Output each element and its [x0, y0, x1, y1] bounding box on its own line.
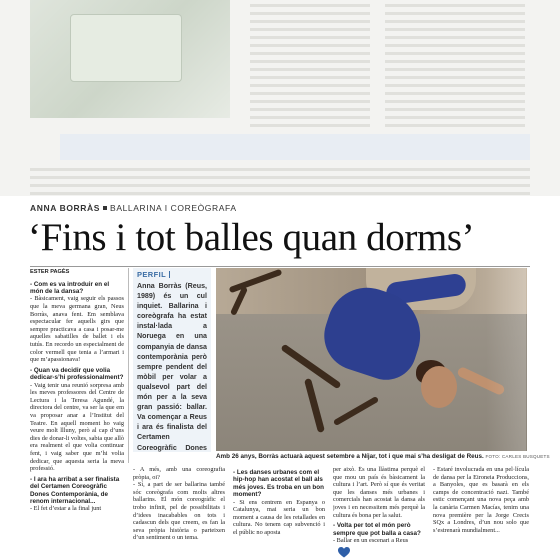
column-body: [133, 466, 225, 542]
text-column-4: [433, 466, 529, 560]
byline: [30, 203, 237, 213]
answer-paragraph: - Ballar en un escenari a Reus: [333, 536, 409, 544]
previous-article-faded: [0, 0, 560, 196]
answer-paragraph: - Si ens centrem en Espanya o Catalunya, mai seria un bon moment a causa de les retallades en cultura. No tenem cap subvenció i el públic no aposta: [233, 498, 325, 536]
interview-author: ESTER PAGÈS: [30, 269, 70, 275]
question-paragraph: - I ara ha arribat a ser finalista del Certamen Coreogràfic Dones Contemporània, de renom internacional...: [30, 475, 120, 505]
answer-paragraph: - El fet d’estar a la final junt: [30, 505, 102, 513]
profile-text: Anna Borràs (Reus, 1989) és un cul inquiet. Ballarina i coreògrafa ha estat instal·lada a Noruega en una companyia de dansa contemporània però sempre pendent del mòbil per volar a qualsevol part del món per a la seva gran passió: ballar. Va començar a Reus i ara és finalista del Certamen Coreogràfic Dones: [137, 282, 207, 452]
question-paragraph: - Les danses urbanes com el hip-hop han acostat el ball als més joves. Es troba en un bon moment?: [233, 469, 324, 499]
answer-paragraph: - Estaré involucrada en una pel·lícula de dansa per la Eironeia Produccions, a Banyoles, que es basarà en els camps de concentració nazi. També estic començant una nova peça amb la canària Carmen Macías, tenim una nova première per la Jorge Crecis SQx a Londres, d’un nou solo que s’estrenarà mundialment...: [433, 466, 529, 534]
photo-caption: [216, 453, 550, 460]
byline-name: ANNA BORRÀS: [30, 203, 101, 213]
text-column-2: [233, 466, 325, 560]
column-body: [30, 281, 124, 513]
headline: ‘Fins i tot balles quan dorms’: [28, 216, 475, 259]
profile-box: [133, 268, 211, 452]
answer-paragraph: - Sí, a part de ser ballarina també sóc coreògrafa com molts altres ballarins. El món coreogràfic el trobo infinit, pel de possibilitats i d’idees inacabables on tots i cadascun dels que creem, es fan la seva pròpia història o parteixen d’un sentiment o un tema.: [133, 481, 225, 542]
dancer-photo: [216, 268, 527, 451]
profile-label: PERFIL: [137, 270, 207, 279]
heart-icon: [338, 547, 350, 558]
byline-section: BALLARINA I COREÒGRAFA: [110, 203, 237, 213]
text-column-3: [333, 466, 425, 560]
column-body: [233, 469, 325, 537]
column-body: [333, 466, 425, 545]
column-divider: [128, 268, 129, 463]
interview-column: [30, 268, 124, 560]
photo-credit: FOTO: CARLES BUSQUETS: [485, 454, 550, 459]
answer-paragraph: - Bàsicament, vaig seguir els passos que la meva germana gran, Neus Borràs, anava fent. Em semblava espectacular fer aquells girs que sempre practicava a casa i posar-me aquelles sabatilles de ballet i els tutús. En recordo un especialment de color vermell que tenia a l’armari i que m’apassionava!: [30, 295, 124, 364]
byline-separator: [103, 206, 107, 210]
question-paragraph: - Com es va introduir en el món de la dansa?: [30, 280, 110, 295]
question-paragraph: - Quan va decidir que volia dedicar-s’hi professionalment?: [30, 366, 124, 382]
faded-column: [250, 4, 370, 132]
caption-text: Amb 26 anys, Borràs actuarà aquest setembre a Níjar, tot i que mai s’ha desligat de Reus.: [216, 453, 484, 460]
column-body: [433, 466, 529, 534]
answer-paragraph: - Vaig tenir una reunió sorpresa amb les meves professores del Centre de Lectura i la Teresa Agundé, la directora del centre, va ser la que em va proposar anar a l’Institut del Teatre. En aquell moment ho vaig veure molt llluny, però al cap d’uns dies de donar-li voltes, sabia que allò era realment el que volia continuar fent, i vaig saber que m’hi volia dedicar, que aquesta seria la meva professió.: [30, 381, 124, 473]
faded-text: [30, 168, 530, 196]
faded-column: [385, 4, 525, 132]
divider-rule: [30, 266, 530, 267]
question-paragraph: - Volta per tot el món però sempre que pot balla a casa?: [333, 522, 421, 537]
answer-paragraph: per això. És una llàstima perquè el que mou un país és bàsicament la cultura i l’art. Però sí que és veritat que les danses més urbanes i comercials han acostat la dansa als joves i en necessitem més perquè la cultura és bona per la salut.: [333, 466, 425, 519]
answer-paragraph: - A més, amb una coreografia pròpia, oi?: [133, 466, 225, 481]
text-column-1: [133, 466, 225, 560]
faded-photo: [30, 0, 230, 118]
faded-band: [60, 134, 530, 160]
